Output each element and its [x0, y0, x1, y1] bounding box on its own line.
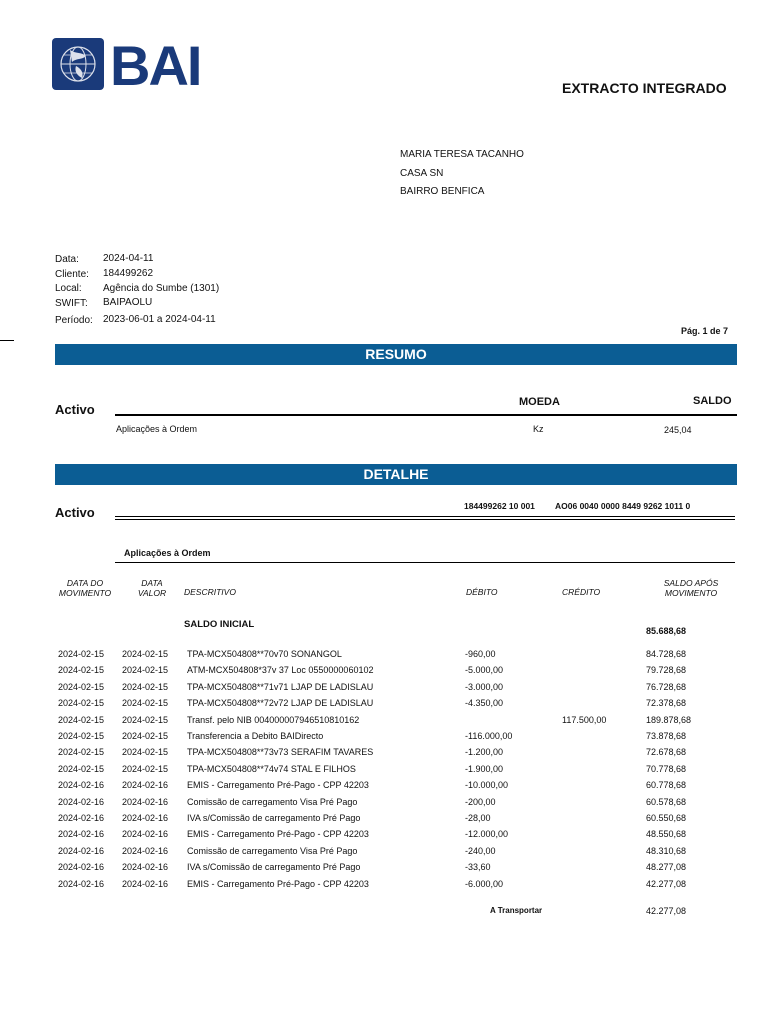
row-saldo: 60.550,68: [646, 813, 687, 823]
row-data-movimento: 2024-02-16: [58, 796, 105, 807]
detalhe-section-activo: Activo: [55, 505, 95, 520]
row-descritivo: ATM-MCX504808*37v 37 Loc 0550000060102: [187, 665, 374, 676]
table-row: [0, 715, 768, 731]
iban: AO06 0040 0000 8449 9262 1011 0: [555, 501, 691, 511]
row-data-movimento: 2024-02-16: [58, 878, 105, 889]
document-title: EXTRACTO INTEGRADO: [562, 80, 727, 96]
row-descritivo: Transf. pelo NIB 004000007946510810162: [187, 714, 360, 725]
row-data-movimento: 2024-02-15: [58, 731, 105, 741]
row-data-movimento: 2024-02-15: [58, 681, 105, 692]
table-row: [0, 829, 768, 845]
row-debito: -12.000,00: [465, 829, 509, 840]
row-debito: -5.000,00: [465, 665, 504, 676]
row-debito: -1.900,00: [465, 763, 504, 774]
transport-label: A Transportar: [490, 906, 543, 915]
row-saldo: 48.550,68: [646, 829, 687, 840]
resumo-row-desc: Aplicações à Ordem: [116, 424, 198, 434]
cliente-label: Cliente:: [55, 269, 89, 280]
row-descritivo: Comissão de carregamento Visa Pré Pago: [187, 845, 358, 856]
row-debito: -960,00: [465, 649, 496, 659]
row-descritivo: TPA-MCX504808**72v72 LJAP DE LADISLAU: [187, 698, 374, 709]
cliente-value: 184499262: [103, 268, 154, 279]
detalhe-band: DETALHE: [55, 464, 737, 485]
detalhe-rule-top: [115, 516, 735, 517]
local-label: Local:: [55, 283, 82, 294]
resumo-col-moeda: MOEDA: [519, 396, 560, 408]
row-data-movimento: 2024-02-15: [58, 714, 105, 725]
row-data-movimento: 2024-02-16: [58, 813, 105, 823]
row-debito: -200,00: [465, 796, 496, 807]
col-credito: CRÉDITO: [562, 587, 601, 597]
row-data-valor: 2024-02-15: [122, 665, 169, 676]
row-descritivo: IVA s/Comissão de carregamento Pré Pago: [187, 862, 361, 873]
row-descritivo: TPA-MCX504808**73v73 SERAFIM TAVARES: [187, 747, 374, 758]
resumo-rule: [115, 414, 737, 416]
table-row: [0, 698, 768, 714]
table-row: [0, 682, 768, 698]
table-row: [0, 797, 768, 813]
row-descritivo: IVA s/Comissão de carregamento Pré Pago: [187, 813, 361, 823]
row-saldo: 48.277,08: [646, 862, 687, 873]
row-data-movimento: 2024-02-16: [58, 862, 105, 873]
table-row: [0, 665, 768, 681]
subsection-title: Aplicações à Ordem: [124, 548, 211, 558]
swift-label: SWIFT:: [55, 298, 88, 309]
row-data-valor: 2024-02-15: [122, 714, 169, 725]
logo-lettering: BAI: [110, 38, 201, 92]
row-descritivo: TPA-MCX504808**70v70 SONANGOL: [187, 649, 342, 659]
row-descritivo: EMIS - Carregamento Pré-Pago - CPP 42203: [187, 829, 369, 840]
address-line-street: CASA SN: [400, 168, 444, 179]
row-data-valor: 2024-02-15: [122, 698, 169, 709]
col-data-movimento: DATA DO MOVIMENTO: [58, 578, 112, 598]
row-saldo: 76.728,68: [646, 681, 687, 692]
row-saldo: 73.878,68: [646, 731, 687, 741]
row-descritivo: TPA-MCX504808**74v74 STAL E FILHOS: [187, 763, 356, 774]
bai-logo: [52, 38, 212, 92]
row-saldo: 189.878,68: [646, 714, 692, 725]
row-data-valor: 2024-02-15: [122, 731, 169, 741]
resumo-band: RESUMO: [55, 344, 737, 365]
row-data-movimento: 2024-02-16: [58, 780, 105, 791]
row-data-movimento: 2024-02-15: [58, 665, 105, 676]
row-data-valor: 2024-02-16: [122, 862, 169, 873]
row-debito: -33,60: [465, 862, 491, 873]
row-descritivo: Comissão de carregamento Visa Pré Pago: [187, 796, 358, 807]
row-data-movimento: 2024-02-15: [58, 698, 105, 709]
saldo-inicial-label: SALDO INICIAL: [184, 619, 255, 630]
address-line-name: MARIA TERESA TACANHO: [400, 149, 524, 160]
row-data-valor: 2024-02-15: [122, 681, 169, 692]
data-value: 2024-04-11: [103, 253, 154, 264]
col-saldo-apos: SALDO APÓS MOVIMENTO: [663, 578, 719, 598]
table-row: [0, 731, 768, 747]
row-saldo: 60.578,68: [646, 796, 687, 807]
row-debito: -28,00: [465, 813, 491, 823]
row-debito: -240,00: [465, 845, 496, 856]
table-row: [0, 747, 768, 763]
table-row: [0, 813, 768, 829]
row-data-valor: 2024-02-16: [122, 878, 169, 889]
table-row: [0, 780, 768, 796]
subsection-rule: [115, 562, 735, 563]
row-saldo: 48.310,68: [646, 845, 687, 856]
row-saldo: 70.778,68: [646, 763, 687, 774]
row-data-movimento: 2024-02-16: [58, 829, 105, 840]
row-descritivo: EMIS - Carregamento Pré-Pago - CPP 42203: [187, 780, 369, 791]
row-debito: -10.000,00: [465, 780, 509, 791]
page-number: Pág. 1 de 7: [680, 326, 728, 336]
saldo-inicial-value: 85.688,68: [646, 626, 687, 636]
resumo-section-activo: Activo: [55, 402, 95, 417]
local-value: Agência do Sumbe (1301): [103, 283, 220, 294]
data-label: Data:: [55, 254, 79, 265]
table-row: [0, 879, 768, 895]
row-data-valor: 2024-02-16: [122, 813, 169, 823]
table-row: [0, 649, 768, 665]
row-data-movimento: 2024-02-15: [58, 763, 105, 774]
table-row: [0, 862, 768, 878]
col-descritivo: DESCRITIVO: [184, 587, 236, 597]
address-line-district: BAIRRO BENFICA: [400, 186, 485, 197]
swift-value: BAIPAOLU: [103, 297, 153, 308]
row-data-valor: 2024-02-15: [122, 747, 169, 758]
row-saldo: 84.728,68: [646, 649, 687, 659]
row-saldo: 60.778,68: [646, 780, 687, 791]
row-data-movimento: 2024-02-15: [58, 747, 105, 758]
row-data-movimento: 2024-02-15: [58, 649, 105, 659]
row-descritivo: Transferencia a Debito BAIDirecto: [187, 731, 324, 741]
col-data-valor: DATA VALOR: [137, 578, 167, 598]
resumo-col-saldo: SALDO: [693, 395, 732, 407]
table-row: [0, 846, 768, 862]
row-debito: -1.200,00: [465, 747, 504, 758]
row-data-valor: 2024-02-16: [122, 829, 169, 840]
table-row: [0, 764, 768, 780]
detalhe-rule-bottom: [115, 519, 735, 520]
row-data-valor: 2024-02-16: [122, 796, 169, 807]
row-saldo: 72.378,68: [646, 698, 687, 709]
resumo-row-moeda: Kz: [533, 424, 544, 434]
resumo-row-saldo: 245,04: [664, 425, 692, 435]
row-saldo: 42.277,08: [646, 878, 687, 889]
row-saldo: 72.678,68: [646, 747, 687, 758]
row-credito: 117.500,00: [562, 714, 607, 725]
row-saldo: 79.728,68: [646, 665, 687, 676]
row-debito: -6.000,00: [465, 878, 504, 889]
periodo-value: 2023-06-01 a 2024-04-11: [103, 314, 216, 325]
row-debito: -3.000,00: [465, 681, 504, 692]
row-data-valor: 2024-02-15: [122, 763, 169, 774]
row-data-valor: 2024-02-16: [122, 780, 169, 791]
row-data-valor: 2024-02-16: [122, 845, 169, 856]
row-descritivo: TPA-MCX504808**71v71 LJAP DE LADISLAU: [187, 681, 374, 692]
row-data-movimento: 2024-02-16: [58, 845, 105, 856]
row-debito: -116.000,00: [465, 731, 513, 741]
transport-value: 42.277,08: [646, 906, 687, 916]
col-debito: DÉBITO: [466, 587, 498, 597]
periodo-label: Período:: [55, 315, 93, 326]
row-debito: -4.350,00: [465, 698, 504, 709]
account-number: 184499262 10 001: [464, 501, 535, 511]
margin-mark: [0, 340, 14, 341]
row-data-valor: 2024-02-15: [122, 649, 169, 659]
row-descritivo: EMIS - Carregamento Pré-Pago - CPP 42203: [187, 878, 369, 889]
